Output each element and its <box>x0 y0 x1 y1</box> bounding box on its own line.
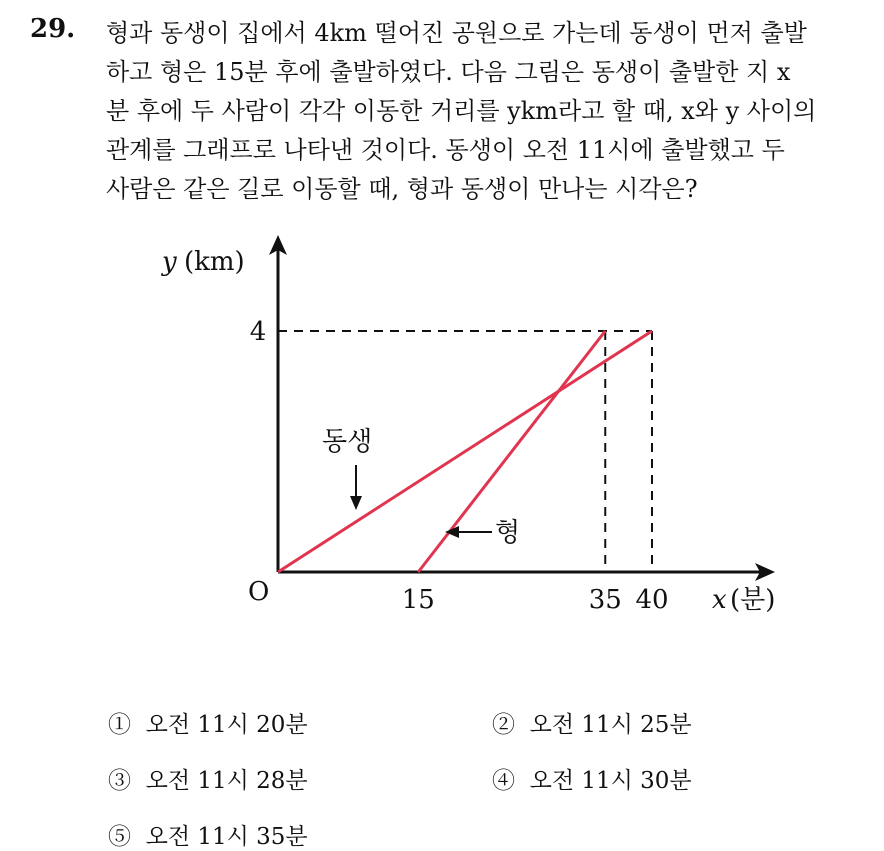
choice-text: 오전 11시 30분 <box>529 768 692 794</box>
question-line: 하고 형은 15분 후에 출발하였다. 다음 그림은 동생이 출발한 지 x <box>106 58 791 86</box>
origin-label: O <box>248 577 270 607</box>
choice-mark: ④ <box>492 768 515 794</box>
y-tick-label: 4 <box>249 317 267 347</box>
choice-text: 오전 11시 35분 <box>145 824 308 850</box>
question-line: 관계를 그래프로 나타낸 것이다. 동생이 오전 11시에 출발했고 두 <box>106 136 785 164</box>
choice-mark: ① <box>108 712 131 738</box>
choice-5[interactable] <box>108 818 308 851</box>
question-line: 사람은 같은 길로 이동할 때, 형과 동생이 만나는 시각은? <box>106 175 698 203</box>
choice-text: 오전 11시 25분 <box>529 712 692 738</box>
y-axis-unit: (km) <box>184 247 245 277</box>
x-axis-var: x <box>712 585 727 615</box>
question-line: 분 후에 두 사람이 각각 이동한 거리를 ykm라고 할 때, x와 y 사이의 <box>106 97 817 125</box>
x-tick-label: 35 <box>588 585 622 615</box>
choice-text: 오전 11시 28분 <box>145 768 308 794</box>
choice-text: 오전 11시 20분 <box>145 712 308 738</box>
x-tick-label: 15 <box>401 585 435 615</box>
label-younger: 동생 <box>322 427 373 457</box>
choice-1[interactable] <box>108 706 308 739</box>
choice-mark: ③ <box>108 768 131 794</box>
y-axis-var: y <box>162 247 177 277</box>
label-older: 형 <box>495 518 521 548</box>
down-arrow-head-icon <box>350 496 362 510</box>
question-number: 29. <box>30 14 76 44</box>
choice-mark: ② <box>492 712 515 738</box>
question-line: 형과 동생이 집에서 4km 떨어진 공원으로 가는데 동생이 먼저 출발 <box>106 19 807 47</box>
x-axis-unit: (분) <box>730 585 776 615</box>
choice-4[interactable] <box>492 762 692 795</box>
choice-3[interactable] <box>108 762 308 795</box>
choice-mark: ⑤ <box>108 824 131 850</box>
choice-2[interactable] <box>492 706 692 739</box>
x-tick-label: 40 <box>635 585 669 615</box>
